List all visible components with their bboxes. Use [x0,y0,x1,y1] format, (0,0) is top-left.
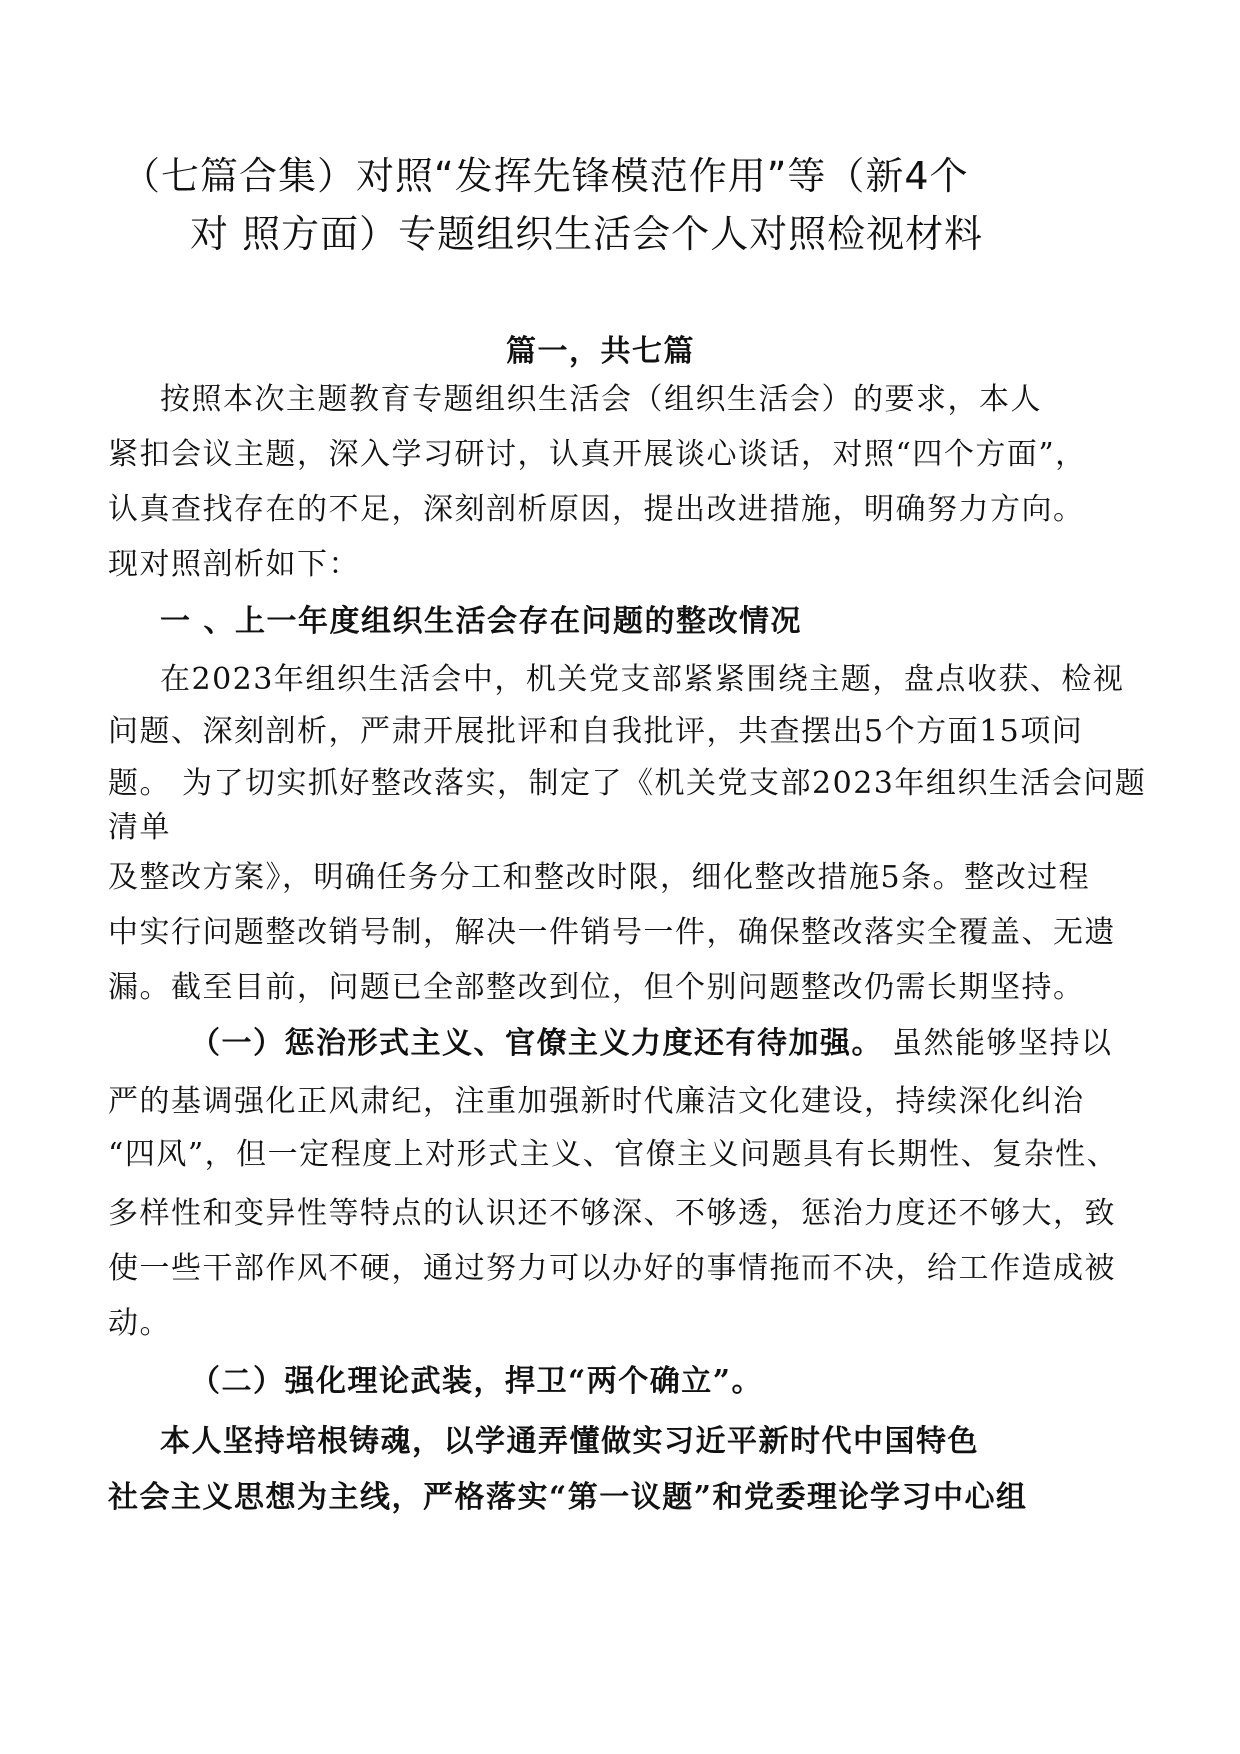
para2-line-5: 动。 [108,1306,171,1341]
para1-line-5: 及整改方案》，明确任务分工和整改时限，细化整改措施5条。整改过程 [108,860,1091,895]
para1-line-2: 问题、深刻剖析，严肃开展批评和自我批评，共查摆出5个方面15项问 [108,714,1084,749]
subheading-one-tail: 虽然能够坚持以 [892,1026,1113,1061]
section-heading: 篇一，共七篇 [506,334,695,369]
intro-line-3: 认真查找存在的不足，深刻剖析原因，提出改进措施，明确努力方向。 [108,492,1085,527]
document-title-line-2: 对 照方面）专题组织生活会个人对照检视材料 [190,212,984,256]
intro-line-4: 现对照剖析如下： [108,547,360,582]
subheading-one: （一）惩治形式主义、官僚主义力度还有待加强。 [190,1026,883,1061]
intro-line-2: 紧扣会议主题，深入学习研讨，认真开展谈心谈话，对照“四个方面”， [108,437,1087,472]
document-title-line-1: （七篇合集）对照“发挥先锋模范作用”等（新4个 [122,154,969,198]
para2-line-2: “四风”，但一定程度上对形式主义、官僚主义问题具有长期性、复杂性、 [108,1137,1119,1172]
para1-line-7: 漏。截至目前，问题已全部整改到位，但个别问题整改仍需长期坚持。 [108,970,1085,1005]
para2-line-3: 多样性和变异性等特点的认识还不够深、不够透，惩治力度还不够大，致 [108,1196,1116,1231]
intro-line-1: 按照本次主题教育专题组织生活会（组织生活会）的要求，本人 [160,382,1042,417]
para1-line-4: 清单 [108,810,171,845]
para1-line-6: 中实行问题整改销号制，解决一件销号一件，确保整改落实全覆盖、无遗 [108,915,1116,950]
para2-line-4: 使一些干部作风不硬，通过努力可以办好的事情拖而不决，给工作造成被 [108,1251,1116,1286]
para3-line-1: 本人坚持培根铸魂，以学通弄懂做实习近平新时代中国特色 [160,1424,979,1459]
para3-line-2: 社会主义思想为主线，严格落实“第一议题”和党委理论学习中心组 [108,1480,1028,1515]
para2-line-1: 严的基调强化正风肃纪，注重加强新时代廉洁文化建设，持续深化纠治 [108,1084,1085,1119]
heading-one: 一 、上一年度组织生活会存在问题的整改情况 [160,604,802,639]
subheading-two: （二）强化理论武装，捍卫“两个确立”。 [190,1364,764,1399]
para1-line-3: 题。 为了切实抓好整改落实，制定了《机关党支部2023年组织生活会问题 [108,766,1147,801]
para1-line-1: 在2023年组织生活会中，机关党支部紧紧围绕主题，盘点收获、检视 [160,662,1125,697]
